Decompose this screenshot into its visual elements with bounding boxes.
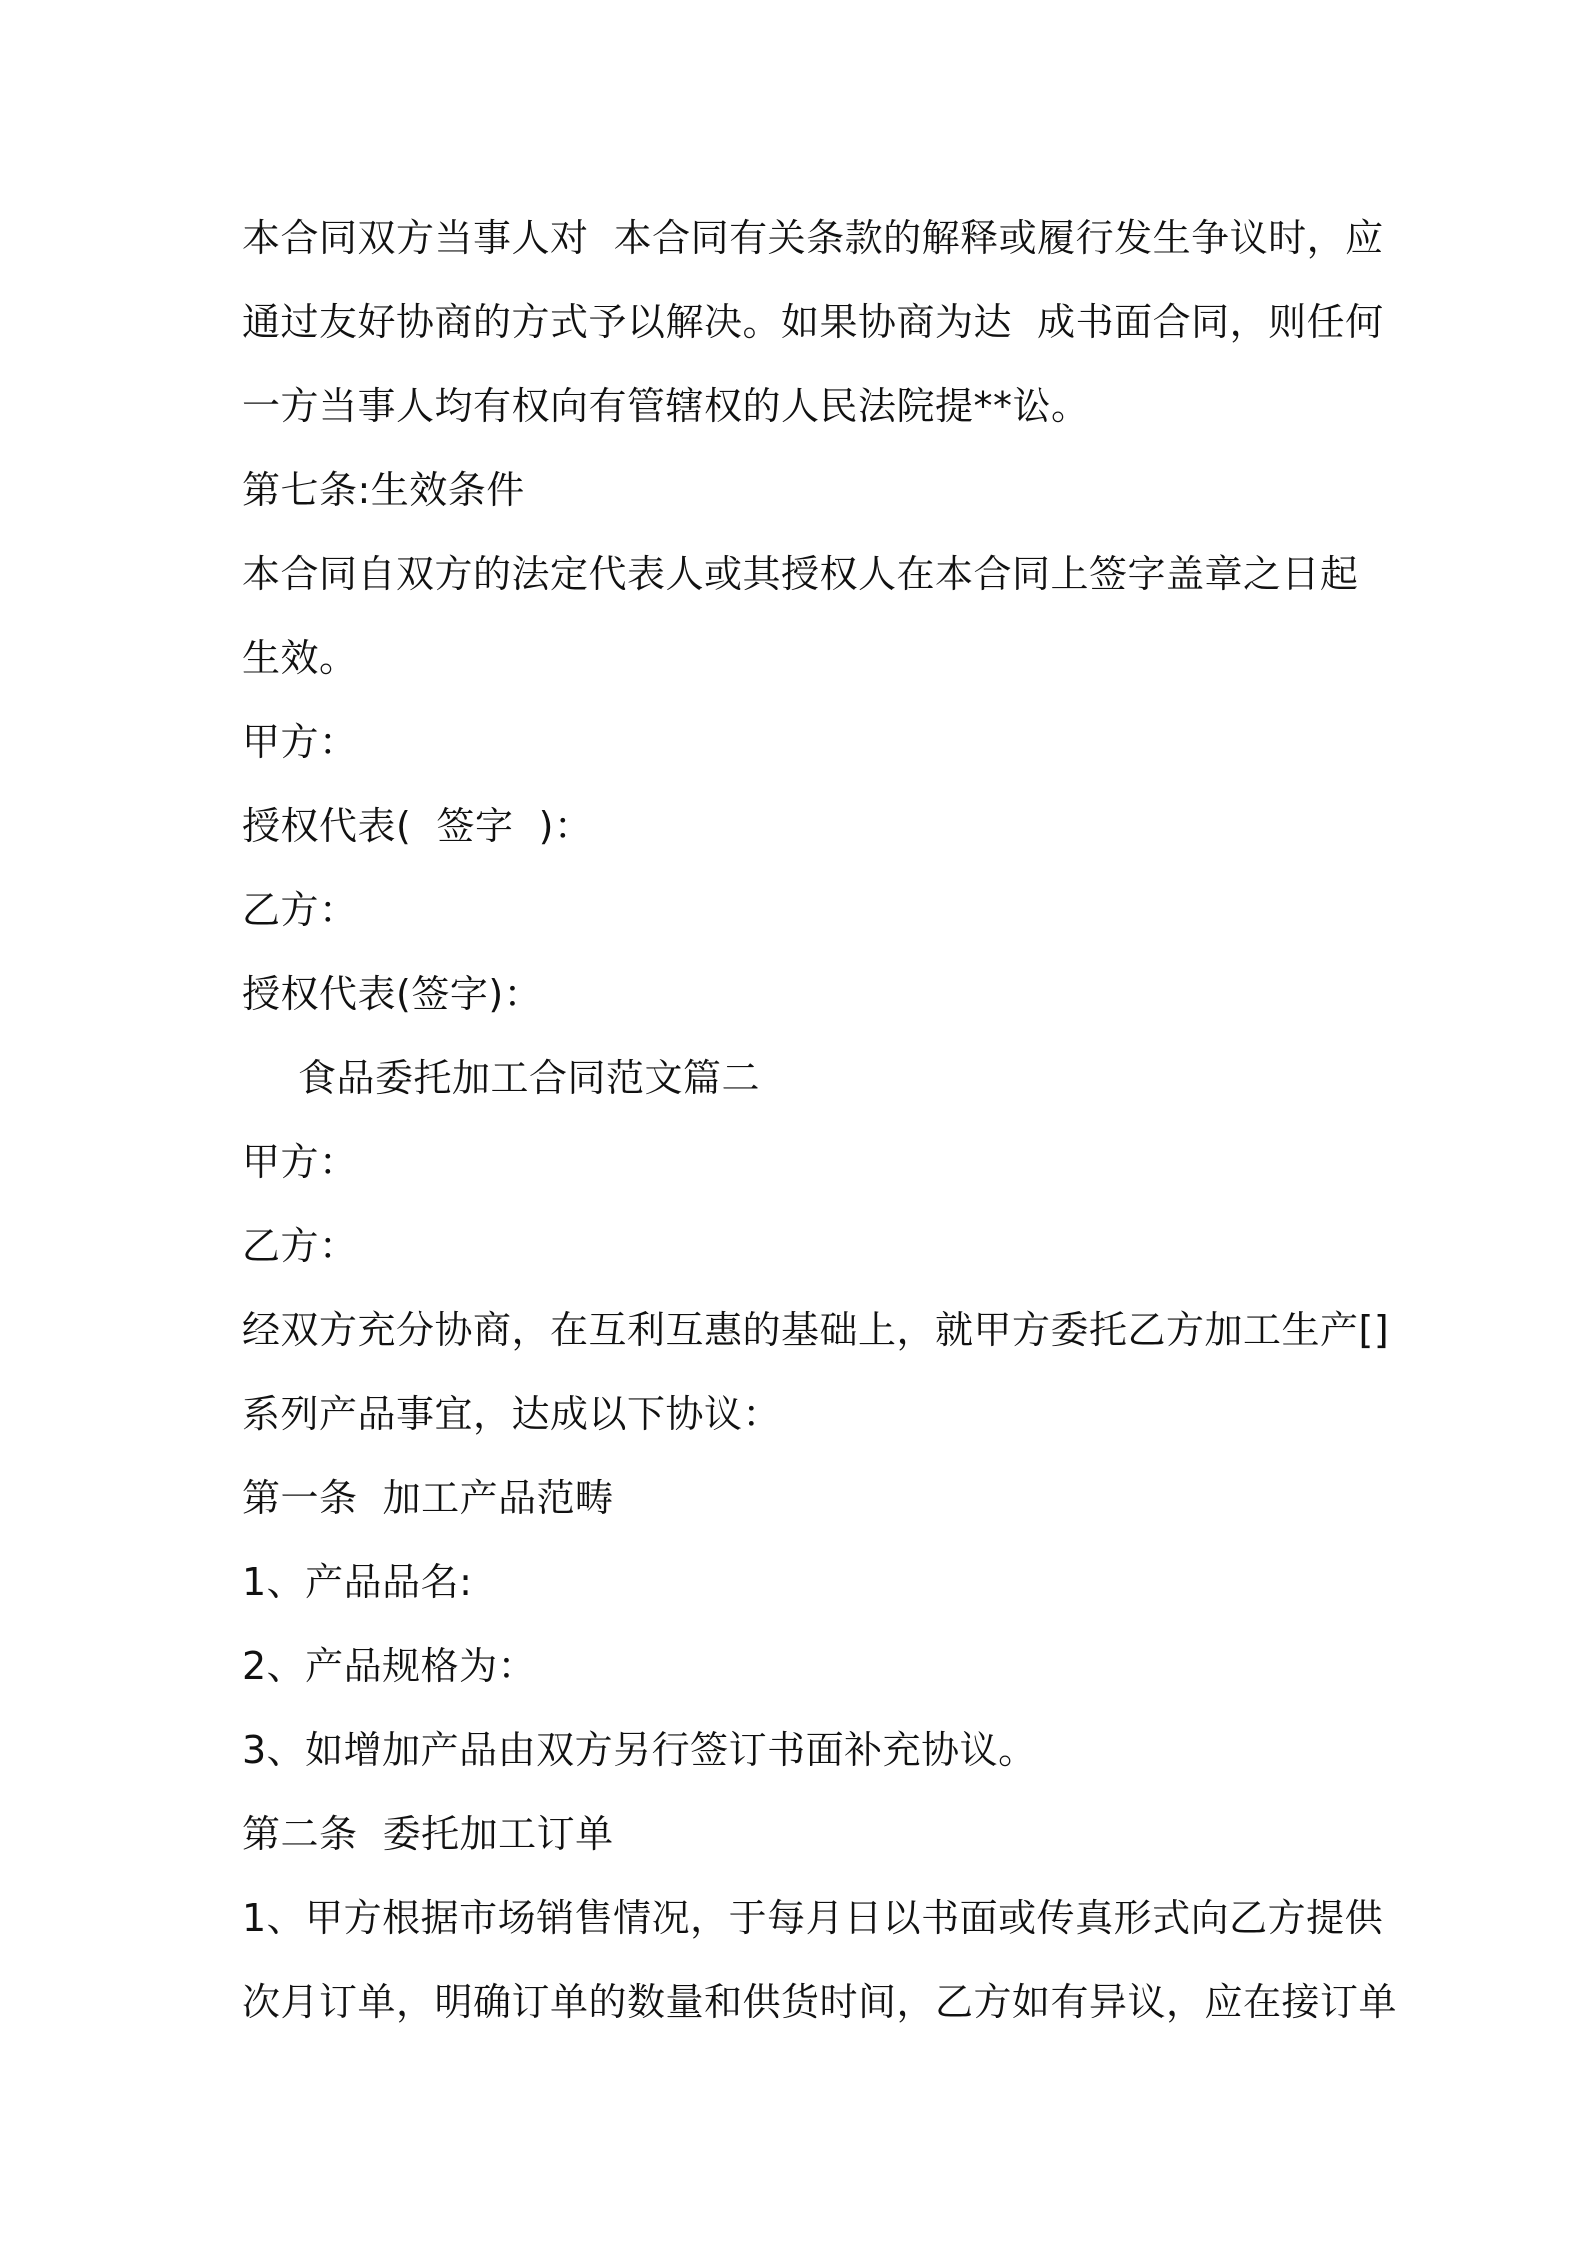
document-body [242,196,1398,2044]
paragraph-line: 通过友好协商的方式予以解决。如果协商为达 成书面合同，则任何 [242,300,1384,344]
paragraph-line: 生效。 [242,636,358,680]
list-item: 1、甲方根据市场销售情况，于每月日以书面或传真形式向乙方提供 [242,1896,1384,1940]
paragraph-line: 一方当事人均有权向有管辖权的人民法院提**讼。 [242,384,1090,428]
party-a-label: 甲方： [242,1140,358,1184]
paragraph-line: 本合同双方当事人对 本合同有关条款的解释或履行发生争议时，应 [242,216,1384,260]
article-heading: 第七条:生效条件 [242,468,525,512]
paragraph-line: 本合同自双方的法定代表人或其授权人在本合同上签字盖章之日起 [242,552,1359,596]
authorized-rep-label: 授权代表(签字)： [242,972,543,1016]
article-heading: 第一条 加工产品范畴 [242,1476,614,1520]
list-item: 2、产品规格为： [242,1644,537,1688]
list-item: 1、产品品名: [242,1560,473,1604]
section-title: 食品委托加工合同范文篇二 [298,1056,761,1100]
party-a-label: 甲方： [242,720,358,764]
list-item: 3、如增加产品由双方另行签订书面补充协议。 [242,1728,1037,1772]
party-b-label: 乙方： [242,1224,358,1268]
paragraph-line: 次月订单，明确订单的数量和供货时间，乙方如有异议，应在接订单 [242,1980,1398,2024]
authorized-rep-label: 授权代表( 签字 )： [242,804,593,848]
paragraph-line: 系列产品事宜，达成以下协议： [242,1392,782,1436]
paragraph-line: 经双方充分协商，在互利互惠的基础上，就甲方委托乙方加工生产[] [242,1308,1390,1352]
party-b-label: 乙方： [242,888,358,932]
article-heading: 第二条 委托加工订单 [242,1812,614,1856]
